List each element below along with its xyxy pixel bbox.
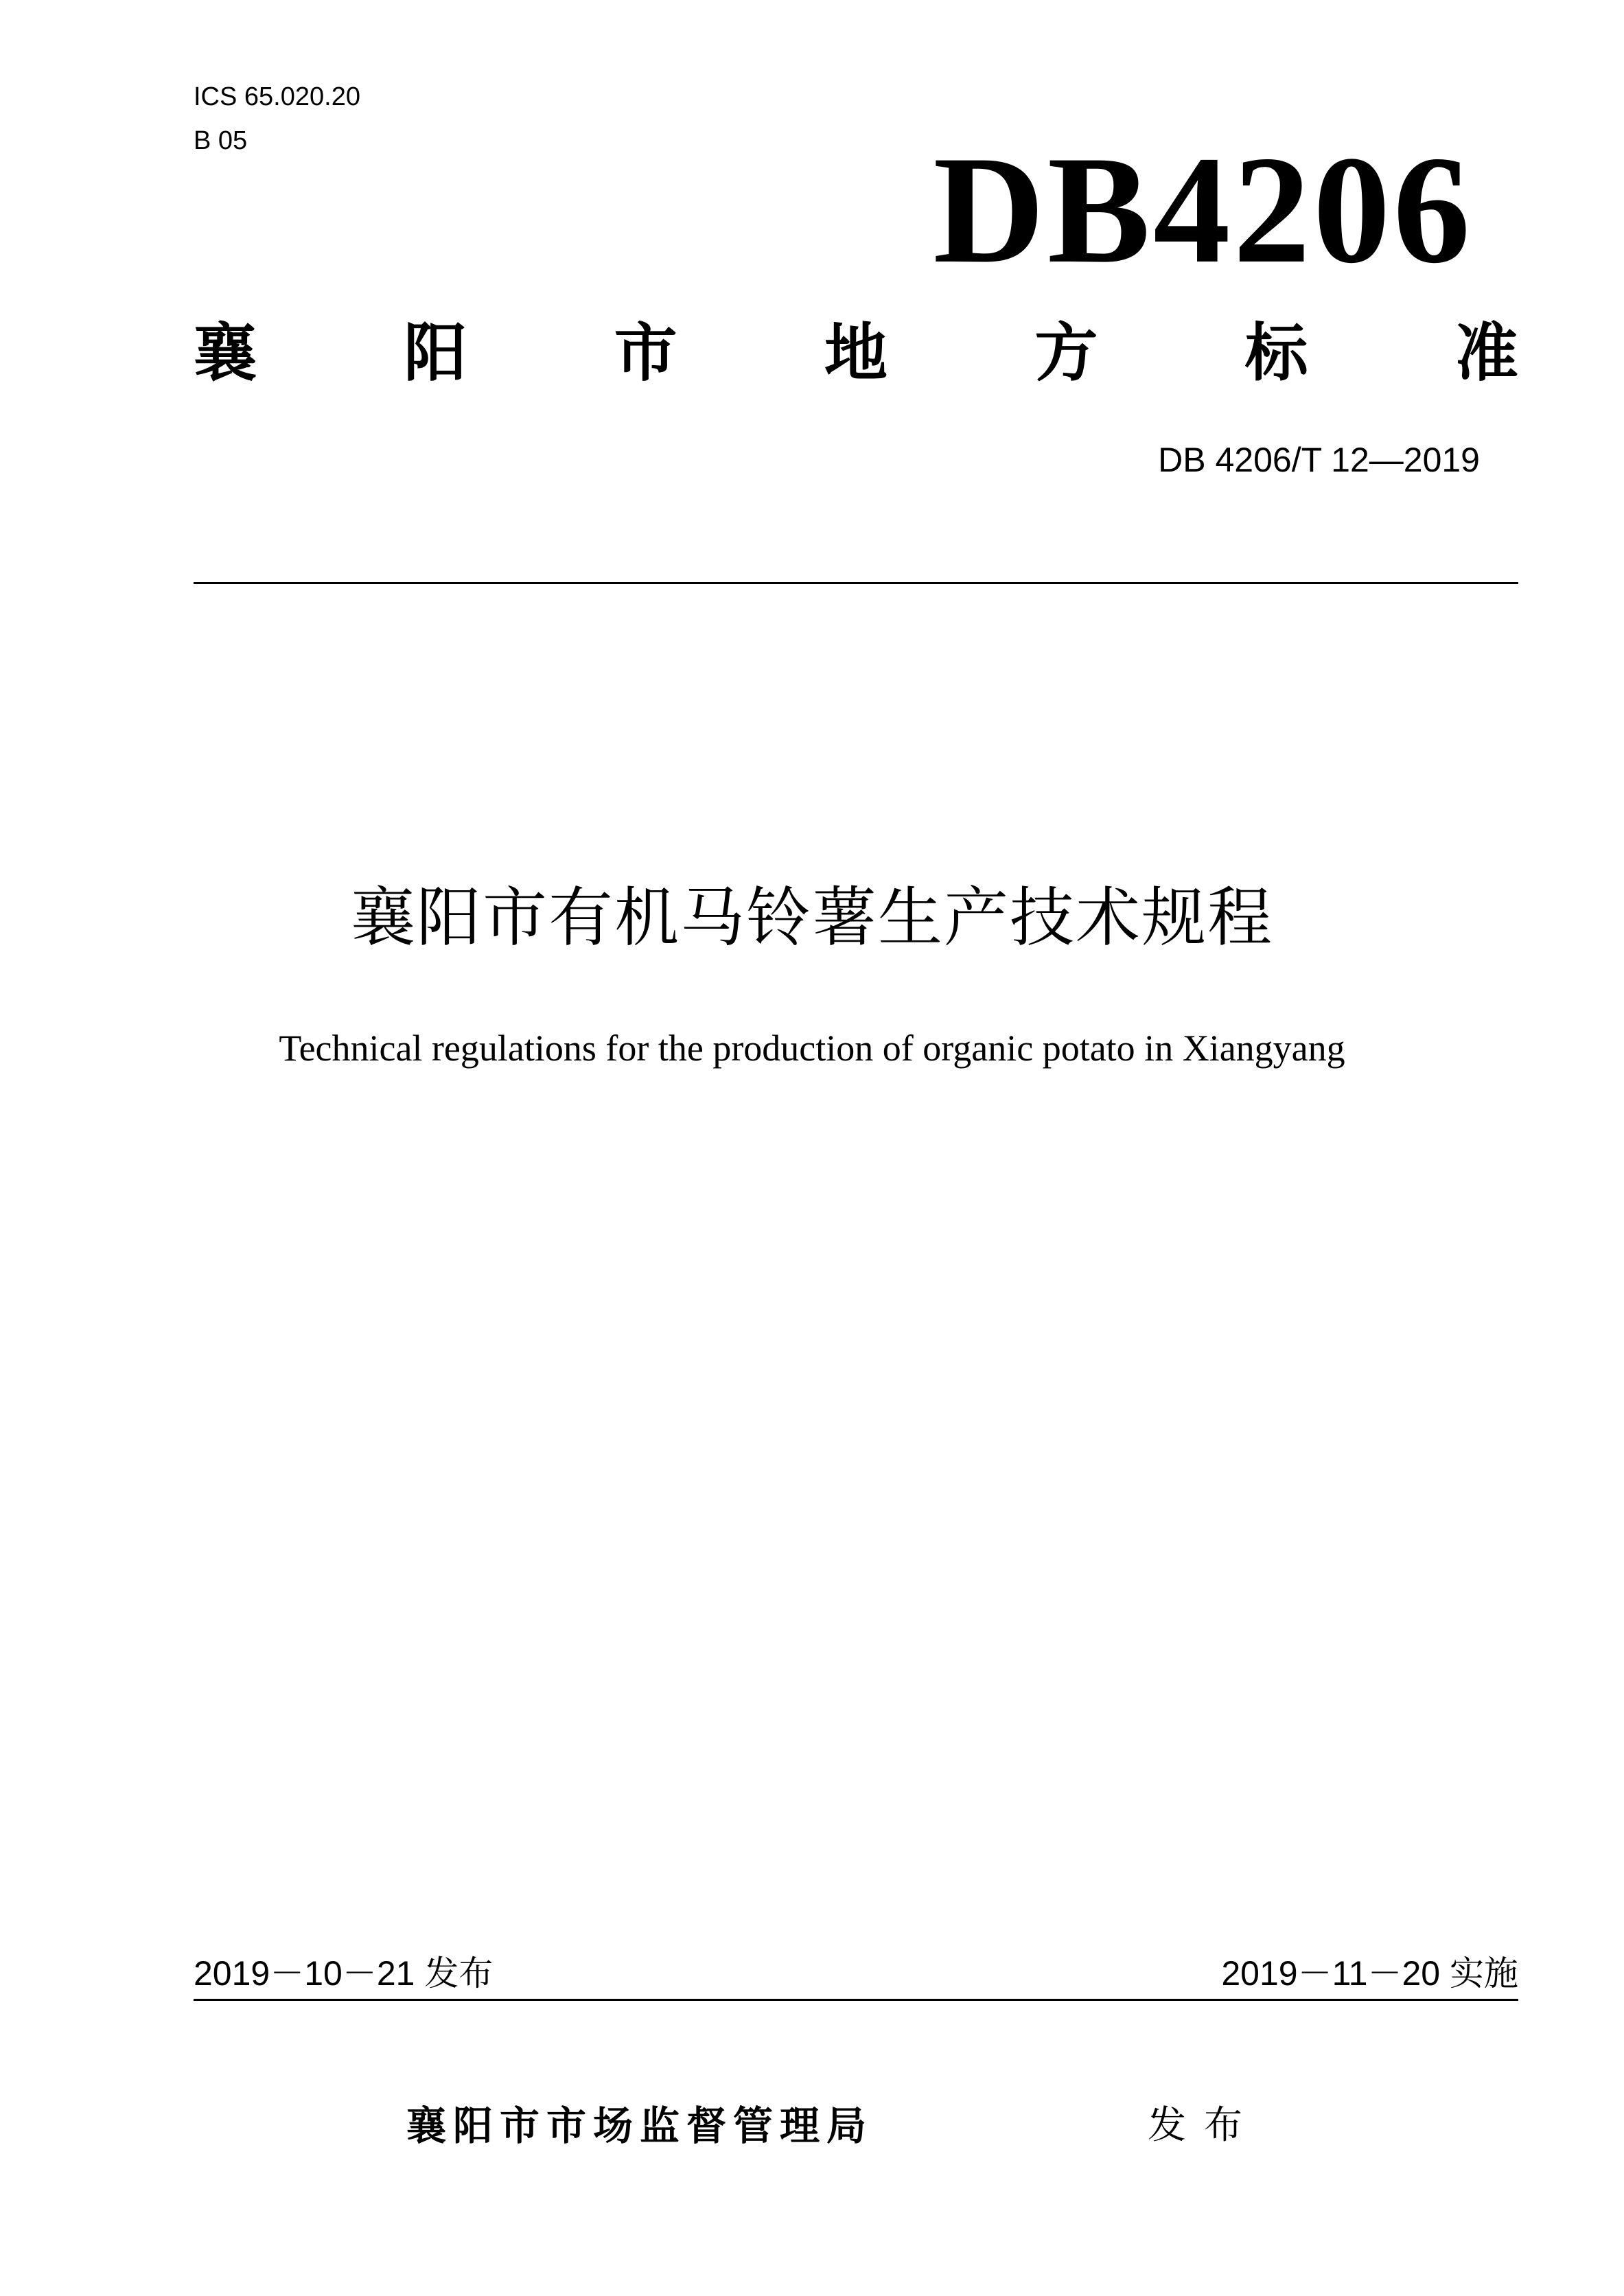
issue-date: 2019－10－21 发布	[194, 1954, 494, 1993]
standard-type-char: 准	[1454, 316, 1518, 390]
standard-type-char: 标	[1244, 316, 1308, 390]
standard-type	[194, 316, 1518, 391]
standard-type-char: 市	[614, 316, 677, 390]
standard-type-char: 襄	[194, 316, 257, 390]
issuing-authority: 襄阳市市场监督管理局	[406, 2102, 874, 2149]
standard-type-char: 阳	[404, 316, 467, 390]
standard-number: DB 4206/T 12—2019	[1158, 441, 1480, 479]
title-english: Technical regulations for the production of organic potato in Xiangyang	[279, 1028, 1345, 1069]
standard-type-char: 地	[824, 316, 888, 390]
top-divider	[194, 582, 1518, 584]
issued-label: 发布	[1148, 2103, 1260, 2148]
bottom-divider	[194, 1999, 1518, 2001]
standard-type-char: 方	[1034, 316, 1098, 390]
implementation-date: 2019－11－20 实施	[1221, 1954, 1518, 1993]
title-chinese: 襄阳市有机马铃薯生产技术规程	[350, 881, 1273, 955]
db-code: DB4206	[933, 124, 1473, 295]
classification-code: B 05	[194, 126, 248, 155]
ics-code: ICS 65.020.20	[194, 82, 360, 111]
